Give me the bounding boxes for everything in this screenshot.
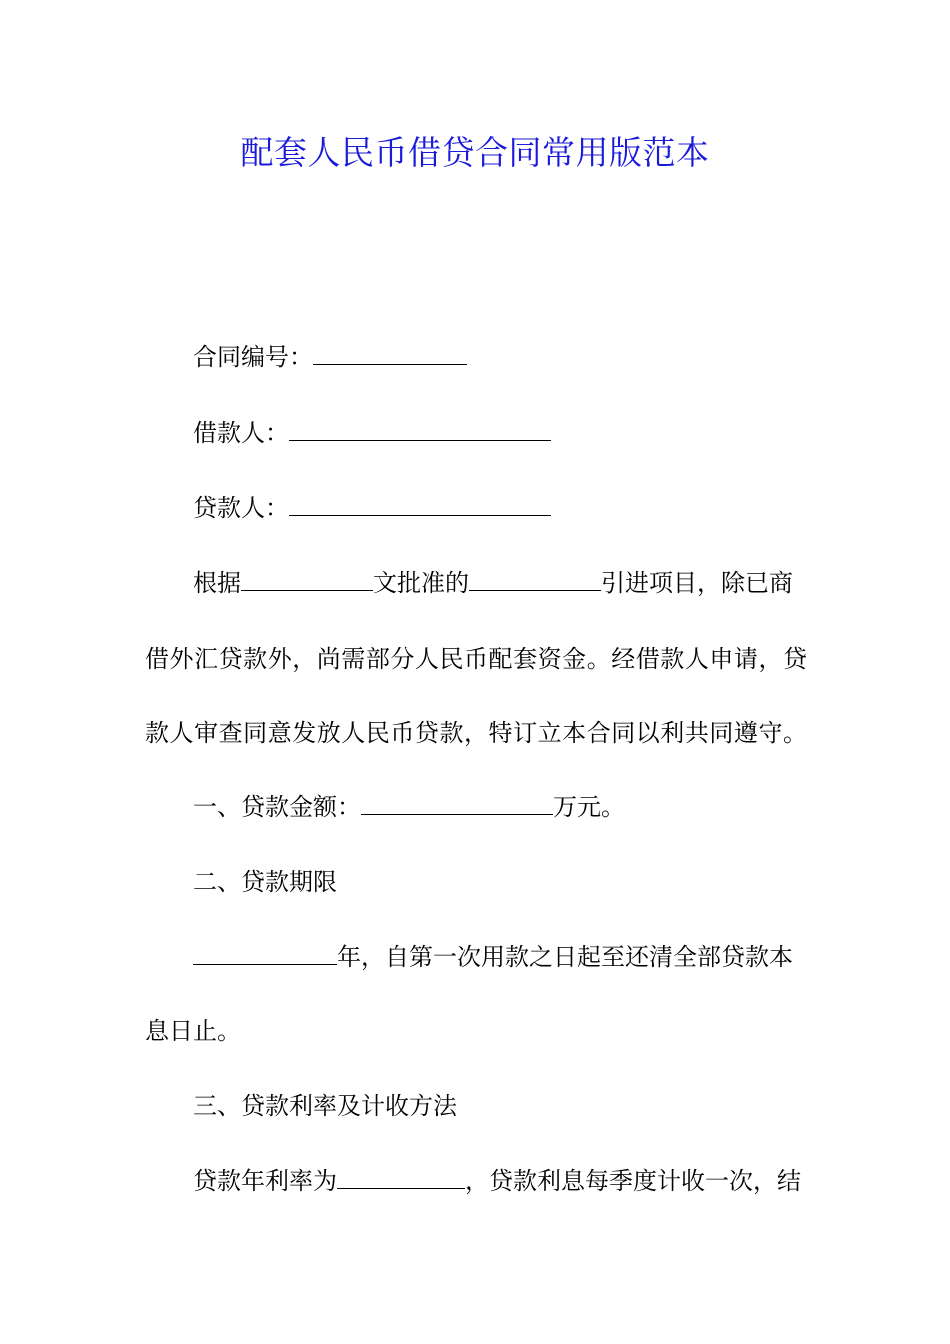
borrower-label: 借款人： [193,419,289,447]
preamble-line-3: 款人审查同意发放人民币贷款，特订立本合同以利共同遵守。 [145,719,807,747]
preamble-line-1 [145,566,807,600]
interest-text-a: 贷款年利率为 [193,1167,337,1195]
loan-amount-label: 一、贷款金额： [193,793,361,821]
preamble-line-2: 借外汇贷款外，尚需部分人民币配套资金。经借款人申请，贷 [145,645,807,673]
interest-rate-blank[interactable] [337,1166,465,1189]
loan-amount-unit: 万元。 [553,793,625,821]
contract-number-field [145,340,807,374]
section-loan-term-heading: 二、贷款期限 [193,868,337,896]
section-interest-heading: 三、贷款利率及计收方法 [193,1092,457,1120]
lender-field [145,491,807,525]
preamble-text-c: 引进项目，除已商 [601,569,793,597]
borrower-blank[interactable] [289,418,551,441]
contract-number-label: 合同编号： [193,343,313,371]
interest-line-1 [145,1164,807,1198]
lender-blank[interactable] [289,493,551,516]
project-name-blank[interactable] [469,568,601,591]
document-title: 配套人民币借贷合同常用版范本 [240,133,710,172]
approval-document-blank[interactable] [241,568,373,591]
loan-term-text: 年，自第一次用款之日起至还清全部贷款本 [337,943,793,971]
interest-text-b: ，贷款利息每季度计收一次，结 [465,1167,801,1195]
loan-term-years-blank[interactable] [193,942,337,965]
loan-amount-blank[interactable] [361,792,553,815]
contract-number-blank[interactable] [313,342,467,365]
loan-term-line-2: 息日止。 [145,1017,241,1045]
lender-label: 贷款人： [193,494,289,522]
preamble-text-a: 根据 [193,569,241,597]
section-loan-amount [145,790,807,824]
preamble-text-b: 文批准的 [373,569,469,597]
borrower-field [145,416,807,450]
loan-term-line-1 [145,940,807,974]
